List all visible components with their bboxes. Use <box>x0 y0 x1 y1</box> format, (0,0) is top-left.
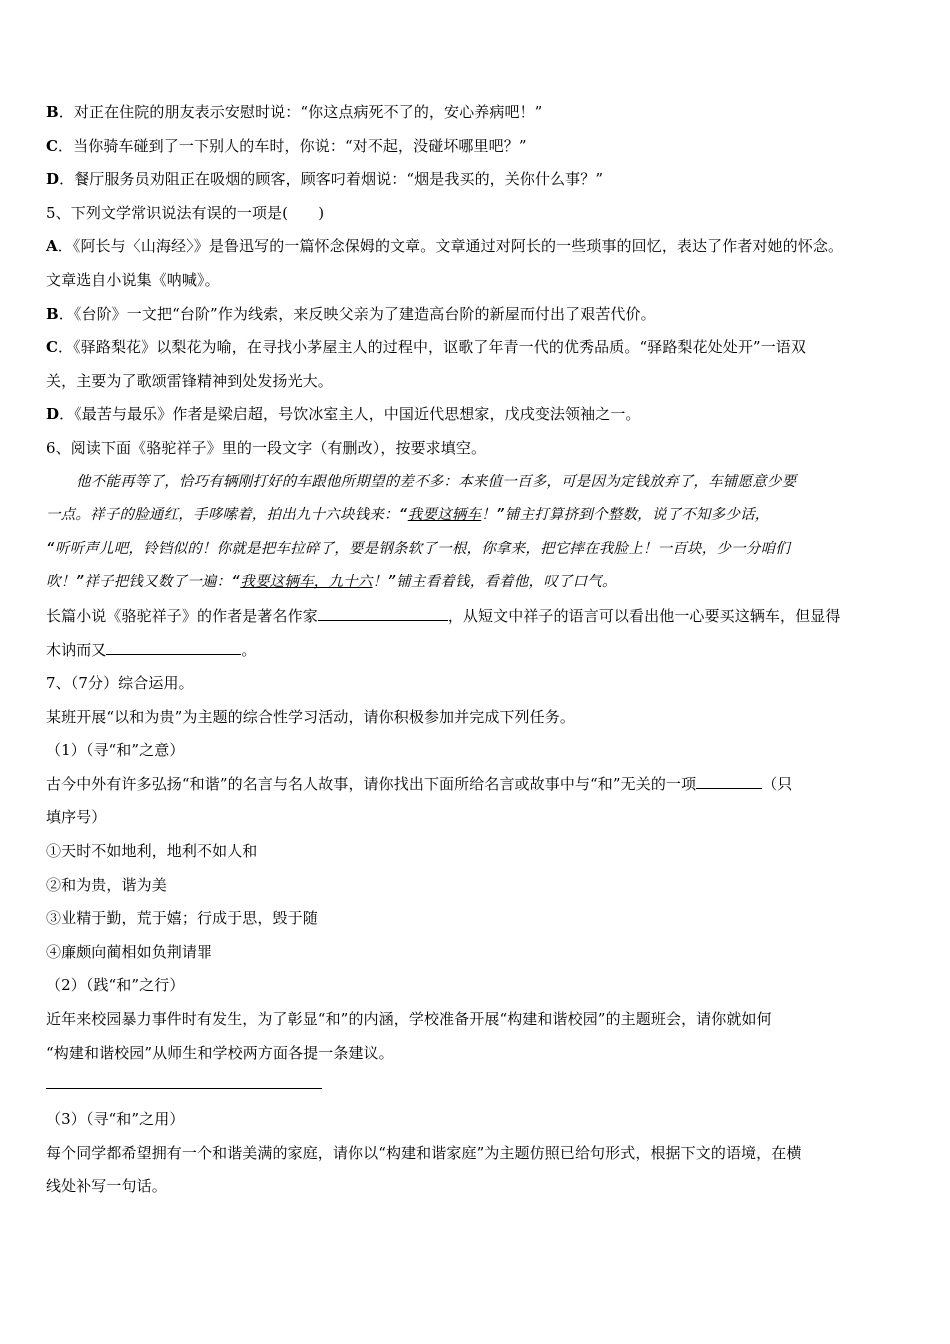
q4-option-d: D．餐厅服务员劝阻正在吸烟的顾客，顾客叼着烟说：“烟是我买的，关你什么事？” <box>46 170 604 189</box>
q5-option-a: A．《阿长与〈山海经〉》是鲁迅写的一篇怀念保姆的文章。文章通过对阿长的一些琐事的回忆，表达了作者对她的怀念。 <box>46 237 844 256</box>
answer-blank[interactable] <box>106 636 241 655</box>
q7-sub1-question-cont: 填序号） <box>46 808 107 827</box>
option-letter: D <box>46 405 60 424</box>
underlined-quote: 我要这辆车 <box>407 507 482 524</box>
q5-option-a-cont: 文章选自小说集《呐喊》。 <box>46 270 220 289</box>
q5-option-c-cont: 关，主要为了歌颂雷锋精神到处发扬光大。 <box>46 371 333 390</box>
option-letter: B <box>46 103 59 121</box>
q7-sub3-title: （3）（寻“和”之用） <box>46 1110 185 1129</box>
q7-sub1-question: 古今中外有许多弘扬“和谐”的名言与名人故事，请你找出下面所给名言或故事中与“和”无关的一项 （只 <box>46 768 908 802</box>
passage-line: “听听声儿吧，铃铛似的！你就是把车拉碎了，要是钢条软了一根，你拿来，把它摔在我脸上！一百块，少一分咱们 <box>46 540 790 557</box>
q5-option-c: C．《驿路梨花》以梨花为喻，在寻找小茅屋主人的过程中，讴歌了年青一代的优秀品质。“驿路梨花处处开”一语双 <box>46 338 806 357</box>
q7-sub3-question-cont: 线处补写一句话。 <box>46 1177 167 1196</box>
list-item: ②和为贵，谐为美 <box>46 875 167 894</box>
passage-line: 他不能再等了，恰巧有辆刚打好的车跟他所期望的差不多：本来值一百多，可是因为定钱放弃了，车铺愿意少要 <box>76 473 797 490</box>
option-letter: C <box>46 338 59 357</box>
q7-intro: 某班开展“以和为贵”为主题的综合性学习活动，请你积极参加并完成下列任务。 <box>46 707 575 726</box>
answer-blank[interactable] <box>318 602 448 621</box>
option-letter: C <box>46 136 59 155</box>
list-item: ④廉颇向蔺相如负荆请罪 <box>46 942 213 961</box>
q7-sub3-question: 每个同学都希望拥有一个和谐美满的家庭，请你以“构建和谐家庭”为主题仿照已给句形式，根据下文的语境，在横 <box>46 1143 802 1162</box>
q6-stem: 6、阅读下面《骆驼祥子》里的一段文字（有删改），按要求填空。 <box>46 438 487 457</box>
q4-option-b: B．对正在住院的朋友表示安慰时说：“你这点病死不了的，安心养病吧！” <box>46 103 543 121</box>
option-letter: B <box>46 304 59 323</box>
exam-page <box>46 96 908 1204</box>
list-item: ①天时不如地利，地利不如人和 <box>46 842 258 861</box>
option-letter: D <box>46 170 60 189</box>
q6-fill-line: 长篇小说《骆驼祥子》的作者是著名作家 ，从短文中祥子的语言可以看出他一心要买这辆车，但显得 <box>46 600 908 634</box>
list-item: ③业精于勤，荒于嬉；行成于思，毁于随 <box>46 909 318 928</box>
q7-stem: 7、（7分）综合运用。 <box>46 674 194 693</box>
q4-option-c: C．当你骑车碰到了一下别人的车时，你说：“对不起，没碰坏哪里吧？” <box>46 136 527 155</box>
q5-option-b: B．《台阶》一文把“台阶”作为线索，来反映父亲为了建造高台阶的新屋而付出了艰苦代价。 <box>46 304 656 323</box>
answer-blank[interactable] <box>696 770 762 789</box>
underlined-quote: 我要这辆车，九十六 <box>240 574 373 591</box>
passage-line: 吹！”祥子把钱又数了一遍：“我要这辆车，九十六！”铺主看着钱，看着他，叹了口气。 <box>46 574 617 591</box>
q5-stem: 5、下列文学常识说法有误的一项是( ) <box>46 203 325 222</box>
option-letter: A <box>46 237 58 256</box>
q7-sub2-title: （2）（践“和”之行） <box>46 976 185 995</box>
q7-sub2-question-cont: “构建和谐校园”从师生和学校两方面各提一条建议。 <box>46 1043 394 1062</box>
answer-line[interactable] <box>46 1088 322 1089</box>
q7-sub1-title: （1）（寻“和”之意） <box>46 741 185 760</box>
q5-option-d: D．《最苦与最乐》作者是梁启超，号饮冰室主人，中国近代思想家，戊戌变法领袖之一。 <box>46 405 641 424</box>
passage-line: 一点。祥子的脸通红，手哆嗦着，拍出九十六块钱来：“我要这辆车！”铺主打算挤到个整数，说了不知多少话， <box>46 507 770 524</box>
q7-sub2-question: 近年来校园暴力事件时有发生，为了彰显“和”的内涵，学校准备开展“构建和谐校园”的主题班会，请你就如何 <box>46 1010 772 1029</box>
q6-fill-line: 木讷而又 。 <box>46 634 908 668</box>
